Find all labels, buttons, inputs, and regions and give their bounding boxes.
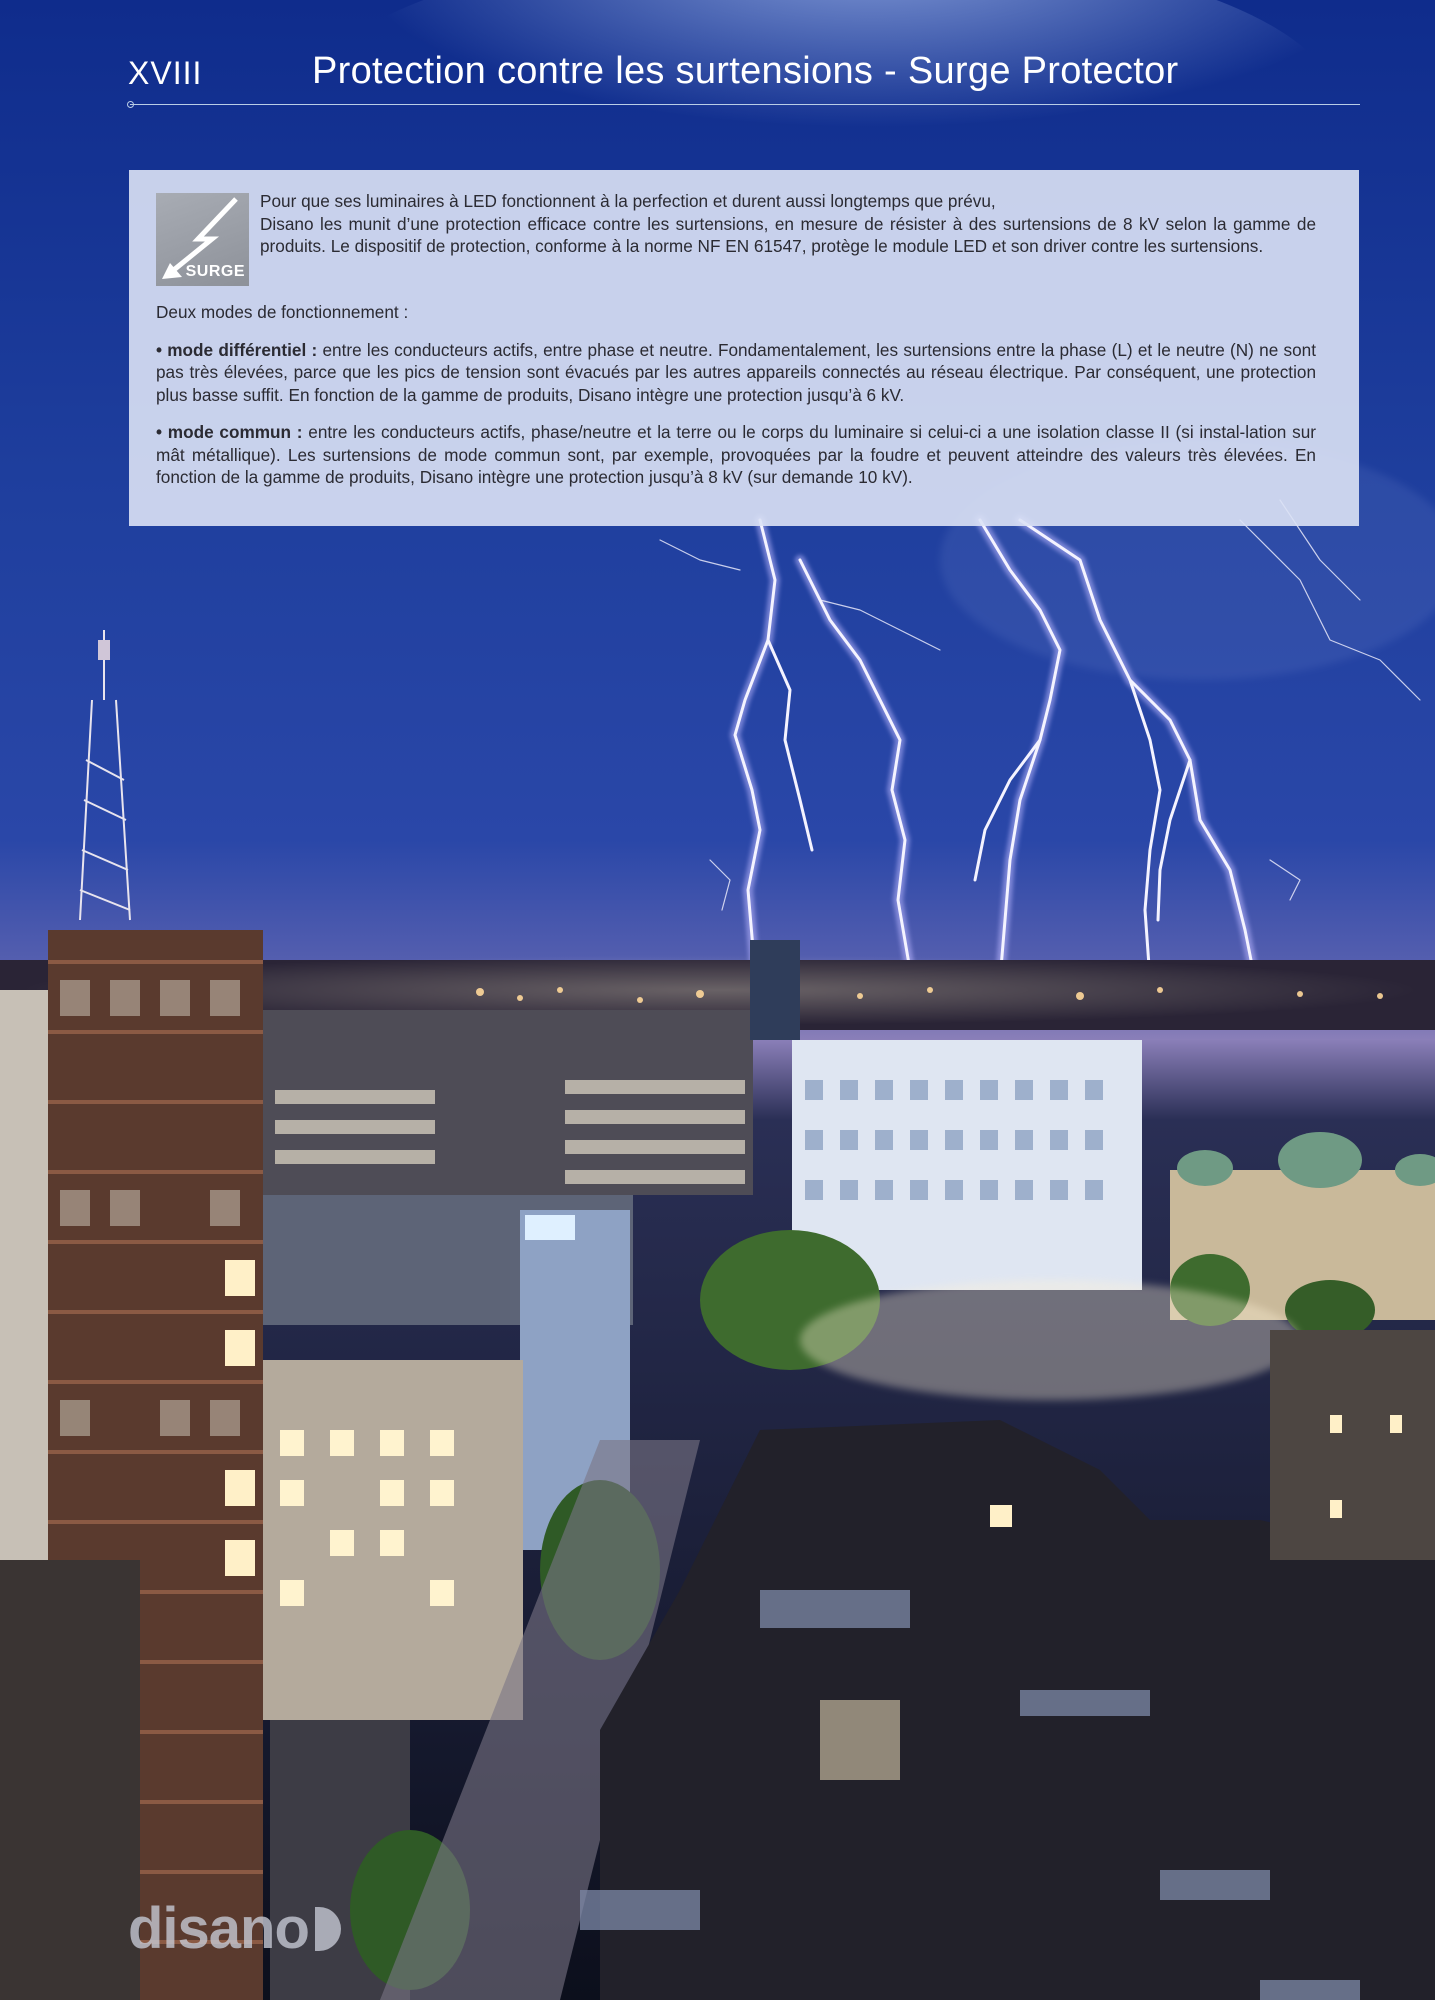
mode-common-text: entre les conducteurs actifs, phase/neutre et la terre ou le corps du luminaire si celui-ci a une isolation classe II (si instal-lation sur mât métallique). Les surtensions de mode commun sont, par exemple, provoquées par la foudre et peuvent atteindre des valeurs très élevées. En fonction de la gamme de produits, Disano intègre une protection jusqu’à 8 kV (sur demande 10 kV).	[156, 422, 1316, 487]
modes-heading: Deux modes de fonctionnement :	[156, 302, 409, 322]
page-title: Protection contre les surtensions - Surge Protector	[312, 50, 1179, 92]
mode-common-name: • mode commun :	[156, 422, 303, 442]
intro-text	[260, 190, 1316, 258]
surge-lightning-icon	[156, 193, 249, 286]
intro-line-2: Disano les munit d’une protection efficace contre les surtensions, en mesure de résister à des surtensions de 8 kV selon la gamme de produits. Le dispositif de protection, conforme à la norme NF EN 61547, protège le module LED et son driver contre les surtensions.	[260, 213, 1316, 256]
intro-row	[156, 190, 1316, 286]
mode-differential-name: • mode différentiel :	[156, 339, 318, 360]
header-divider	[130, 104, 1360, 105]
intro-line-1: Pour que ses luminaires à LED fonctionnent à la perfection et durent aussi longtemps que prévu,	[260, 191, 996, 211]
surge-info-panel	[129, 170, 1359, 526]
mode-differential-paragraph	[156, 339, 1316, 407]
header-divider-dot	[127, 101, 134, 108]
mode-differential-text: entre les conducteurs actifs, entre phase et neutre. Fondamentalement, les surtensions entre la phase (L) et le neutre (N) ne sont pas très élevées, parce que les pics de tension sont évacués par les autres appareils connectés au réseau électrique. Par conséquent, une protection plus basse suffit. En fonction de la gamme de produits, Disano intègre une protection jusqu’à 6 kV.	[156, 339, 1317, 405]
mode-common-paragraph	[156, 421, 1316, 489]
surge-icon-label: SURGE	[185, 262, 245, 280]
disano-wordmark: disano	[128, 1896, 309, 1961]
disano-logo	[128, 1896, 341, 1961]
page-number: XVIII	[128, 55, 203, 91]
disano-logo-mark-icon	[315, 1907, 341, 1951]
